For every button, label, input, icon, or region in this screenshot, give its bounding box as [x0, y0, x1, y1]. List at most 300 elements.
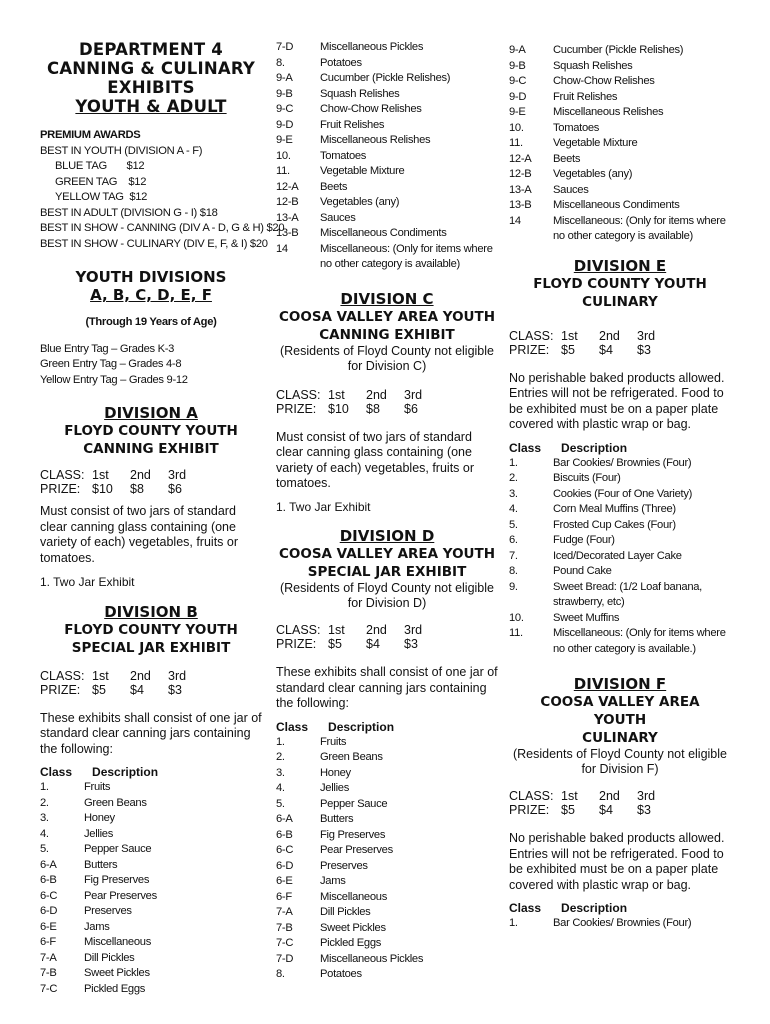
class-list-item — [40, 796, 262, 812]
class-number: 14 — [509, 214, 521, 227]
prize-label: PRIZE: — [276, 637, 317, 651]
division-b-subtitle: SPECIAL JAR EXHIBIT — [71, 639, 231, 656]
class-number: 6-F — [276, 890, 292, 903]
department-title-line: CANNING & CULINARY — [47, 59, 255, 78]
class-list-item — [276, 859, 498, 875]
class-description: Fig Preserves — [320, 828, 386, 841]
class-description: Sauces — [320, 211, 356, 224]
class-list-item — [509, 487, 731, 503]
department-title — [40, 40, 262, 116]
class-list-item — [509, 90, 731, 106]
class-number: 7-A — [276, 906, 293, 918]
class-3rd: 3rd — [404, 623, 423, 637]
class-list-item — [509, 121, 731, 137]
division-e-title: DIVISION E — [573, 256, 667, 275]
class-list-item — [509, 564, 731, 580]
class-description: Pepper Sauce — [84, 843, 152, 856]
entry-tag-line: Green Entry Tag – Grades 4-8 — [40, 358, 182, 371]
prize-label: PRIZE: — [509, 803, 550, 817]
class-number: 3. — [509, 487, 518, 500]
class-2nd: 2nd — [130, 668, 151, 683]
class-list-item — [509, 533, 731, 549]
class-number: 6-D — [40, 905, 58, 918]
division-e-rules: No perishable baked products allowed. Entries will not be refrigerated. Food to be exhibited must be on a paper plate covered with plastic wrap or bag. — [509, 370, 725, 431]
class-description: Beets — [320, 180, 348, 193]
class-list-item — [276, 164, 498, 180]
department-title-line: EXHIBITS — [107, 78, 195, 97]
class-number: 10. — [509, 611, 524, 624]
division-a-subtitle: FLOYD COUNTY YOUTH — [64, 423, 238, 440]
class-list-item — [40, 982, 262, 998]
class-list-item — [509, 502, 731, 518]
class-list-item — [276, 180, 498, 196]
division-f-rules: No perishable baked products allowed. Entries will not be refrigerated. Food to be exhibited must be on a paper plate covered with plastic wrap or bag. — [509, 831, 725, 892]
prize-2nd: $4 — [366, 637, 380, 651]
prize-3rd: $3 — [637, 342, 651, 357]
youth-divisions-title: YOUTH DIVISIONS — [75, 268, 227, 286]
youth-divisions-heading — [40, 268, 262, 331]
prize-2nd: $8 — [366, 401, 380, 416]
premium-line: BEST IN SHOW - CANNING (DIV A - D, G & H) $20 — [40, 222, 285, 234]
prize-label: PRIZE: — [276, 401, 317, 416]
class-list-item — [276, 56, 498, 72]
class-list-item — [40, 811, 262, 827]
entry-tags — [40, 342, 262, 389]
class-list-item — [276, 87, 498, 103]
class-number: 9. — [509, 580, 518, 593]
class-list-item — [276, 874, 498, 890]
class-list-item — [276, 71, 498, 87]
division-e-subtitle: CULINARY — [582, 293, 658, 310]
department-title-line: DEPARTMENT 4 — [79, 40, 223, 59]
class-number: 12-A — [509, 152, 532, 165]
class-label: CLASS: — [40, 668, 85, 683]
class-description: Squash Relishes — [320, 87, 400, 100]
class-description: Iced/Decorated Layer Cake — [553, 549, 682, 562]
division-b — [40, 603, 262, 998]
class-list-item — [509, 580, 731, 611]
class-list-item — [276, 890, 498, 906]
description-column-label: Description — [92, 765, 159, 780]
class-description: Vegetables (any) — [320, 196, 400, 208]
class-number: 2. — [509, 472, 518, 484]
class-number: 11. — [509, 627, 523, 639]
prize-3rd: $6 — [404, 401, 418, 416]
class-description: Fruit Relishes — [553, 90, 618, 103]
class-description: Pepper Sauce — [320, 797, 388, 810]
class-description: Pear Preserves — [320, 844, 393, 856]
class-description: Jams — [320, 875, 346, 887]
class-number: 1. — [509, 456, 518, 469]
class-number: 9-A — [509, 44, 526, 56]
prize-2nd: $4 — [130, 682, 144, 697]
class-list-item — [40, 842, 262, 858]
class-description: Butters — [84, 858, 118, 871]
class-list-item — [276, 952, 498, 968]
division-d-subtitle: SPECIAL JAR EXHIBIT — [307, 564, 467, 580]
class-number: 7. — [509, 549, 518, 562]
class-description: Fruits — [84, 781, 111, 794]
class-3rd: 3rd — [637, 789, 656, 803]
class-number: 8. — [276, 968, 285, 980]
class-number: 7-D — [276, 41, 294, 53]
class-number: 11. — [276, 165, 290, 177]
division-f — [509, 675, 731, 932]
class-description: Corn Meal Muffins (Three) — [553, 503, 676, 515]
class-description: Jellies — [320, 782, 349, 794]
division-d-rules: These exhibits shall consist of one jar of standard clear canning jars containing the following: — [276, 665, 498, 710]
class-list-item — [509, 59, 731, 75]
class-description: Miscellaneous Pickles — [320, 952, 424, 965]
class-list-item — [276, 797, 498, 813]
class-list-item — [276, 133, 498, 149]
division-b-title: DIVISION B — [104, 602, 198, 621]
department-title-line: YOUTH & ADULT — [75, 97, 227, 116]
class-description: Fruits — [320, 735, 347, 748]
class-1st: 1st — [561, 789, 578, 803]
class-number: 6-D — [276, 859, 294, 872]
class-description: Bar Cookies/ Brownies (Four) — [553, 456, 692, 469]
class-list-item — [276, 195, 498, 211]
division-d — [276, 527, 498, 983]
class-2nd: 2nd — [130, 468, 151, 483]
division-b-subtitle: FLOYD COUNTY YOUTH — [64, 621, 238, 638]
class-number: 8. — [509, 565, 518, 577]
class-number: 5. — [40, 843, 49, 856]
class-list-item — [509, 105, 731, 121]
prize-1st: $5 — [92, 682, 106, 697]
class-number: 1. — [40, 781, 49, 794]
class-number: 7-A — [40, 951, 57, 964]
class-list-item — [40, 873, 262, 889]
class-list-item — [509, 471, 731, 487]
class-number: 6-A — [276, 813, 293, 825]
class-3rd: 3rd — [404, 387, 423, 402]
youth-age-note: (Through 19 Years of Age) — [85, 316, 217, 329]
continued-class-list — [509, 43, 731, 245]
class-list-item — [276, 735, 498, 751]
class-description: Potatoes — [320, 56, 362, 69]
class-description: Cucumber (Pickle Relishes) — [553, 44, 684, 56]
class-number: 9-A — [276, 72, 293, 84]
class-list-item — [40, 904, 262, 920]
prize-1st: $10 — [92, 482, 113, 497]
class-description: Miscellaneous — [84, 936, 151, 949]
class-list-item — [276, 118, 498, 134]
class-description: Vegetable Mixture — [320, 165, 405, 177]
class-number: 6-C — [40, 889, 58, 902]
class-list-item — [276, 905, 498, 921]
prize-3rd: $6 — [168, 482, 182, 497]
class-number: 9-C — [276, 103, 294, 115]
class-number: 4. — [276, 782, 285, 794]
class-number: 13-B — [509, 199, 532, 211]
class-number: 11. — [509, 137, 523, 149]
division-a-item: 1. Two Jar Exhibit — [40, 575, 135, 590]
class-number: 6-B — [40, 874, 57, 887]
class-list-item — [40, 920, 262, 936]
class-description: Fig Preserves — [84, 874, 150, 887]
class-number: 12-A — [276, 180, 299, 193]
class-description: Beets — [553, 152, 581, 165]
class-list-item — [276, 40, 498, 56]
division-f-subtitle: COOSA VALLEY AREA — [540, 694, 700, 710]
class-description: Green Beans — [320, 751, 383, 763]
class-list-item — [276, 812, 498, 828]
class-list-item — [276, 967, 498, 983]
class-number: 7-B — [40, 967, 57, 980]
prize-label: PRIZE: — [509, 342, 550, 357]
division-d-list — [276, 735, 498, 983]
class-number: 4. — [40, 827, 49, 840]
class-description: Jams — [84, 920, 110, 933]
class-list-item — [276, 750, 498, 766]
class-description: Sauces — [553, 183, 589, 196]
class-number: 7-C — [40, 982, 58, 995]
class-list-item — [40, 780, 262, 796]
prize-label: PRIZE: — [40, 482, 81, 497]
class-list-item — [509, 43, 731, 59]
class-number: 6-E — [276, 875, 293, 887]
class-description: Chow-Chow Relishes — [553, 75, 655, 87]
class-number: 5. — [509, 518, 518, 531]
class-description: Miscellaneous Condiments — [320, 227, 447, 239]
class-list-item — [509, 136, 731, 152]
class-description: Preserves — [84, 905, 132, 918]
division-a-title: DIVISION A — [104, 404, 198, 423]
division-e-list-header — [509, 441, 731, 456]
class-list-item — [509, 183, 731, 199]
class-column-label: Class — [276, 719, 309, 734]
class-description: Miscellaneous — [320, 890, 387, 903]
class-label: CLASS: — [40, 468, 85, 483]
class-number: 9-E — [509, 106, 526, 118]
class-list-item — [509, 167, 731, 183]
class-column-label: Class — [509, 901, 542, 915]
class-list-item — [509, 456, 731, 472]
description-column-label: Description — [328, 719, 395, 734]
division-d-eligibility: (Residents of Floyd County not eligible for Division D) — [279, 581, 494, 610]
class-number: 3. — [40, 812, 49, 825]
class-description: Miscellaneous: (Only for items where no other category is available.) — [553, 627, 726, 655]
description-column-label: Description — [561, 440, 628, 455]
class-description: Sweet Pickles — [320, 921, 386, 934]
class-number: 6-B — [276, 828, 293, 841]
class-description: Chow-Chow Relishes — [320, 103, 422, 115]
class-list-item — [40, 858, 262, 874]
class-description: Miscellaneous: (Only for items where no other category is available) — [320, 242, 493, 270]
class-number: 3. — [276, 766, 285, 779]
division-f-list-header — [509, 901, 731, 916]
class-description: Miscellaneous Condiments — [553, 199, 680, 211]
class-description: Bar Cookies/ Brownies (Four) — [553, 917, 692, 929]
class-column-label: Class — [509, 440, 542, 455]
class-description: Honey — [84, 812, 115, 825]
division-c-prize-table — [276, 388, 498, 416]
premium-line: BEST IN ADULT (DIVISION G - I) $18 — [40, 206, 218, 219]
class-description: Potatoes — [320, 968, 362, 980]
premium-awards-header: PREMIUM AWARDS — [40, 129, 141, 141]
class-list-item — [276, 226, 498, 242]
premium-line: BEST IN SHOW - CULINARY (DIV E, F, & I) $20 — [40, 237, 268, 250]
premium-line: GREEN TAG $12 — [55, 175, 147, 188]
class-list-item — [40, 827, 262, 843]
division-b-prize-table — [40, 669, 262, 697]
class-number: 6-E — [40, 920, 57, 933]
prize-3rd: $3 — [404, 637, 418, 651]
class-description: Cucumber (Pickle Relishes) — [320, 72, 451, 84]
class-label: CLASS: — [276, 387, 321, 402]
class-number: 2. — [276, 751, 285, 763]
class-number: 8. — [276, 56, 285, 69]
prize-1st: $5 — [328, 637, 342, 651]
class-list-item — [276, 149, 498, 165]
class-list-item — [276, 781, 498, 797]
class-description: Fudge (Four) — [553, 534, 615, 546]
class-list-item — [40, 966, 262, 982]
class-list-item — [509, 611, 731, 627]
class-description: Fruit Relishes — [320, 118, 385, 131]
class-list-item — [509, 214, 731, 245]
class-description: Sweet Pickles — [84, 967, 150, 980]
prize-1st: $5 — [561, 803, 575, 817]
class-description: Preserves — [320, 859, 368, 872]
class-1st: 1st — [92, 668, 109, 683]
class-number: 9-C — [509, 75, 527, 87]
class-description: Jellies — [84, 827, 113, 840]
division-a-rules: Must consist of two jars of standard clear canning glass containing (one variety of each) vegetables, fruits or tomatoes. — [40, 504, 239, 565]
class-description: Green Beans — [84, 796, 147, 809]
class-1st: 1st — [92, 468, 109, 483]
class-3rd: 3rd — [637, 328, 656, 343]
class-number: 2. — [40, 796, 49, 809]
prize-label: PRIZE: — [40, 682, 81, 697]
class-number: 13-A — [276, 211, 299, 224]
entry-tag-line: Yellow Entry Tag – Grades 9-12 — [40, 373, 188, 386]
class-description: Cookies (Four of One Variety) — [553, 487, 693, 500]
class-number: 1. — [509, 917, 518, 929]
class-description: Vegetable Mixture — [553, 137, 638, 149]
class-description: Miscellaneous: (Only for items where no other category is available) — [553, 214, 726, 242]
class-description: Pickled Eggs — [320, 937, 382, 949]
division-f-title: DIVISION F — [573, 675, 667, 693]
class-3rd: 3rd — [168, 668, 187, 683]
class-list-item — [276, 766, 498, 782]
class-number: 10. — [509, 121, 524, 134]
class-number: 13-B — [276, 227, 299, 239]
class-3rd: 3rd — [168, 468, 187, 483]
class-number: 7-C — [276, 937, 294, 949]
division-c-subtitle: CANNING EXHIBIT — [319, 326, 455, 343]
class-list-item — [276, 102, 498, 118]
division-c-eligibility: (Residents of Floyd County not eligible for Division C) — [279, 343, 494, 373]
class-list-item — [40, 935, 262, 951]
youth-divisions-letters: A, B, C, D, E, F — [90, 286, 212, 304]
division-e-prize-table — [509, 329, 731, 357]
class-description: Dill Pickles — [84, 951, 135, 964]
class-number: 13-A — [509, 183, 532, 196]
class-description: Miscellaneous Relishes — [320, 134, 431, 146]
prize-2nd: $8 — [130, 482, 144, 497]
class-list-item — [276, 211, 498, 227]
division-b-list-header — [40, 765, 262, 780]
division-e-subtitle: FLOYD COUNTY YOUTH — [533, 275, 707, 292]
class-list-item — [509, 916, 731, 932]
prize-3rd: $3 — [168, 682, 182, 697]
class-number: 1. — [276, 735, 285, 748]
entry-tag-line: Blue Entry Tag – Grades K-3 — [40, 342, 175, 355]
class-number: 6-C — [276, 844, 294, 856]
class-column-label: Class — [40, 765, 73, 780]
class-2nd: 2nd — [599, 328, 620, 343]
premium-line: YELLOW TAG $12 — [55, 191, 148, 203]
prize-2nd: $4 — [599, 342, 613, 357]
class-2nd: 2nd — [599, 789, 620, 803]
class-list-item — [509, 626, 731, 657]
class-label: CLASS: — [509, 328, 554, 343]
division-e — [509, 257, 731, 658]
class-description: Sweet Bread: (1/2 Loaf banana, strawberry, etc) — [553, 580, 702, 608]
class-label: CLASS: — [276, 623, 321, 637]
prize-2nd: $4 — [599, 803, 613, 817]
class-description: Pear Preserves — [84, 889, 157, 902]
class-list-item — [509, 518, 731, 534]
premium-line: BEST IN YOUTH (DIVISION A - F) — [40, 144, 203, 157]
class-list-item — [276, 242, 498, 273]
division-f-prize-table — [509, 789, 731, 817]
division-c — [276, 290, 498, 516]
division-d-prize-table — [276, 623, 498, 651]
class-description: Pickled Eggs — [84, 982, 146, 995]
division-f-list — [509, 916, 731, 932]
class-1st: 1st — [328, 623, 345, 637]
class-description: Frosted Cup Cakes (Four) — [553, 518, 676, 531]
class-description: Miscellaneous Pickles — [320, 41, 424, 53]
class-description: Tomatoes — [553, 121, 600, 134]
division-f-subtitle: YOUTH — [593, 712, 647, 728]
class-list-item — [40, 951, 262, 967]
class-number: 9-B — [276, 87, 293, 100]
description-column-label: Description — [561, 901, 628, 915]
class-list-item — [509, 198, 731, 214]
division-c-item: 1. Two Jar Exhibit — [276, 499, 371, 514]
division-b-list — [40, 780, 262, 997]
class-1st: 1st — [328, 387, 345, 402]
class-2nd: 2nd — [366, 623, 387, 637]
class-1st: 1st — [561, 328, 578, 343]
division-c-title: DIVISION C — [340, 289, 434, 308]
division-d-subtitle: COOSA VALLEY AREA YOUTH — [278, 546, 496, 562]
class-description: Honey — [320, 766, 351, 779]
class-description: Pound Cake — [553, 565, 612, 577]
division-a-subtitle: CANNING EXHIBIT — [83, 441, 219, 458]
class-number: 9-D — [509, 90, 527, 103]
class-number: 6. — [509, 534, 518, 546]
division-a-prize-table — [40, 468, 262, 496]
class-description: Miscellaneous Relishes — [553, 106, 664, 118]
class-list-item — [276, 921, 498, 937]
division-f-subtitle: CULINARY — [582, 730, 658, 746]
class-label: CLASS: — [509, 789, 554, 803]
class-description: Vegetables (any) — [553, 168, 633, 180]
class-description: Dill Pickles — [320, 906, 371, 918]
continued-class-list — [276, 40, 498, 273]
class-number: 5. — [276, 797, 285, 810]
division-c-subtitle: COOSA VALLEY AREA YOUTH — [278, 308, 496, 325]
class-description: Biscuits (Four) — [553, 472, 621, 484]
class-number: 14 — [276, 242, 288, 255]
class-number: 4. — [509, 503, 518, 515]
